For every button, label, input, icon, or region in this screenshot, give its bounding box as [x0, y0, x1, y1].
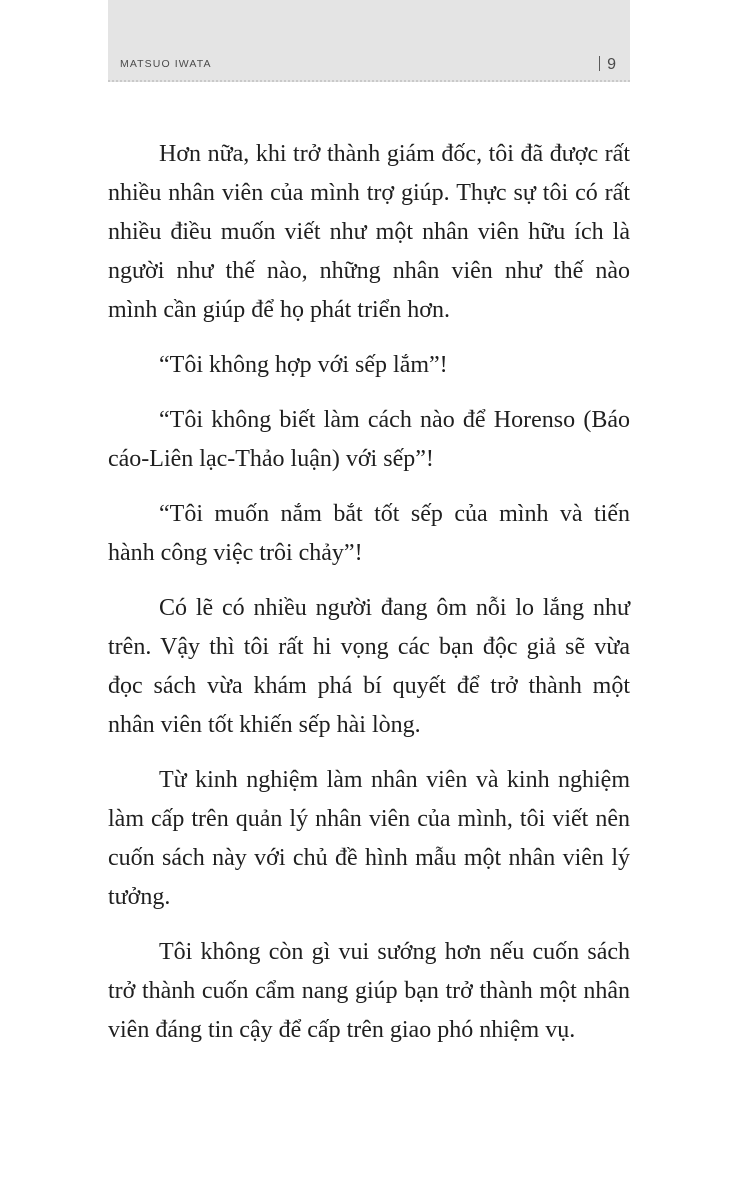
paragraph: “Tôi không hợp với sếp lắm”! — [159, 352, 448, 378]
paragraph: Tôi không còn gì vui sướng hơn nếu cuốn sách trở thành cuốn cẩm nang giúp bạn trở thành một nhân viên đáng tin cậy để cấp trên giao phó nhiệm vụ. — [108, 939, 630, 1043]
paragraph: “Tôi không biết làm cách nào để Horenso (Báo cáo-Liên lạc-Thảo luận) với sếp”! — [108, 407, 630, 472]
body-text — [108, 135, 630, 1066]
paragraph: Có lẽ có nhiều người đang ôm nỗi lo lắng như trên. Vậy thì tôi rất hi vọng các bạn độc giả sẽ vừa đọc sách vừa khám phá bí quyết để trở thành một nhân viên tốt khiến sếp hài lòng. — [108, 595, 630, 738]
page-number-value: 9 — [607, 56, 616, 73]
paragraph: “Tôi muốn nắm bắt tốt sếp của mình và tiến hành công việc trôi chảy”! — [108, 501, 630, 566]
running-header — [108, 0, 630, 82]
page-number-divider — [599, 56, 601, 71]
running-header-author: MATSUO IWATA — [120, 58, 212, 70]
paragraph: Hơn nữa, khi trở thành giám đốc, tôi đã được rất nhiều nhân viên của mình trợ giúp. Thực sự tôi có rất nhiều điều muốn viết như một nhân viên hữu ích là người như thế nào, những nhân viên như thế nào mình cần giúp để họ phát triển hơn. — [108, 141, 630, 323]
page-number — [599, 56, 616, 74]
paragraph: Từ kinh nghiệm làm nhân viên và kinh nghiệm làm cấp trên quản lý nhân viên của mình, tôi viết nên cuốn sách này với chủ đề hình mẫu một nhân viên lý tưởng. — [108, 767, 630, 910]
